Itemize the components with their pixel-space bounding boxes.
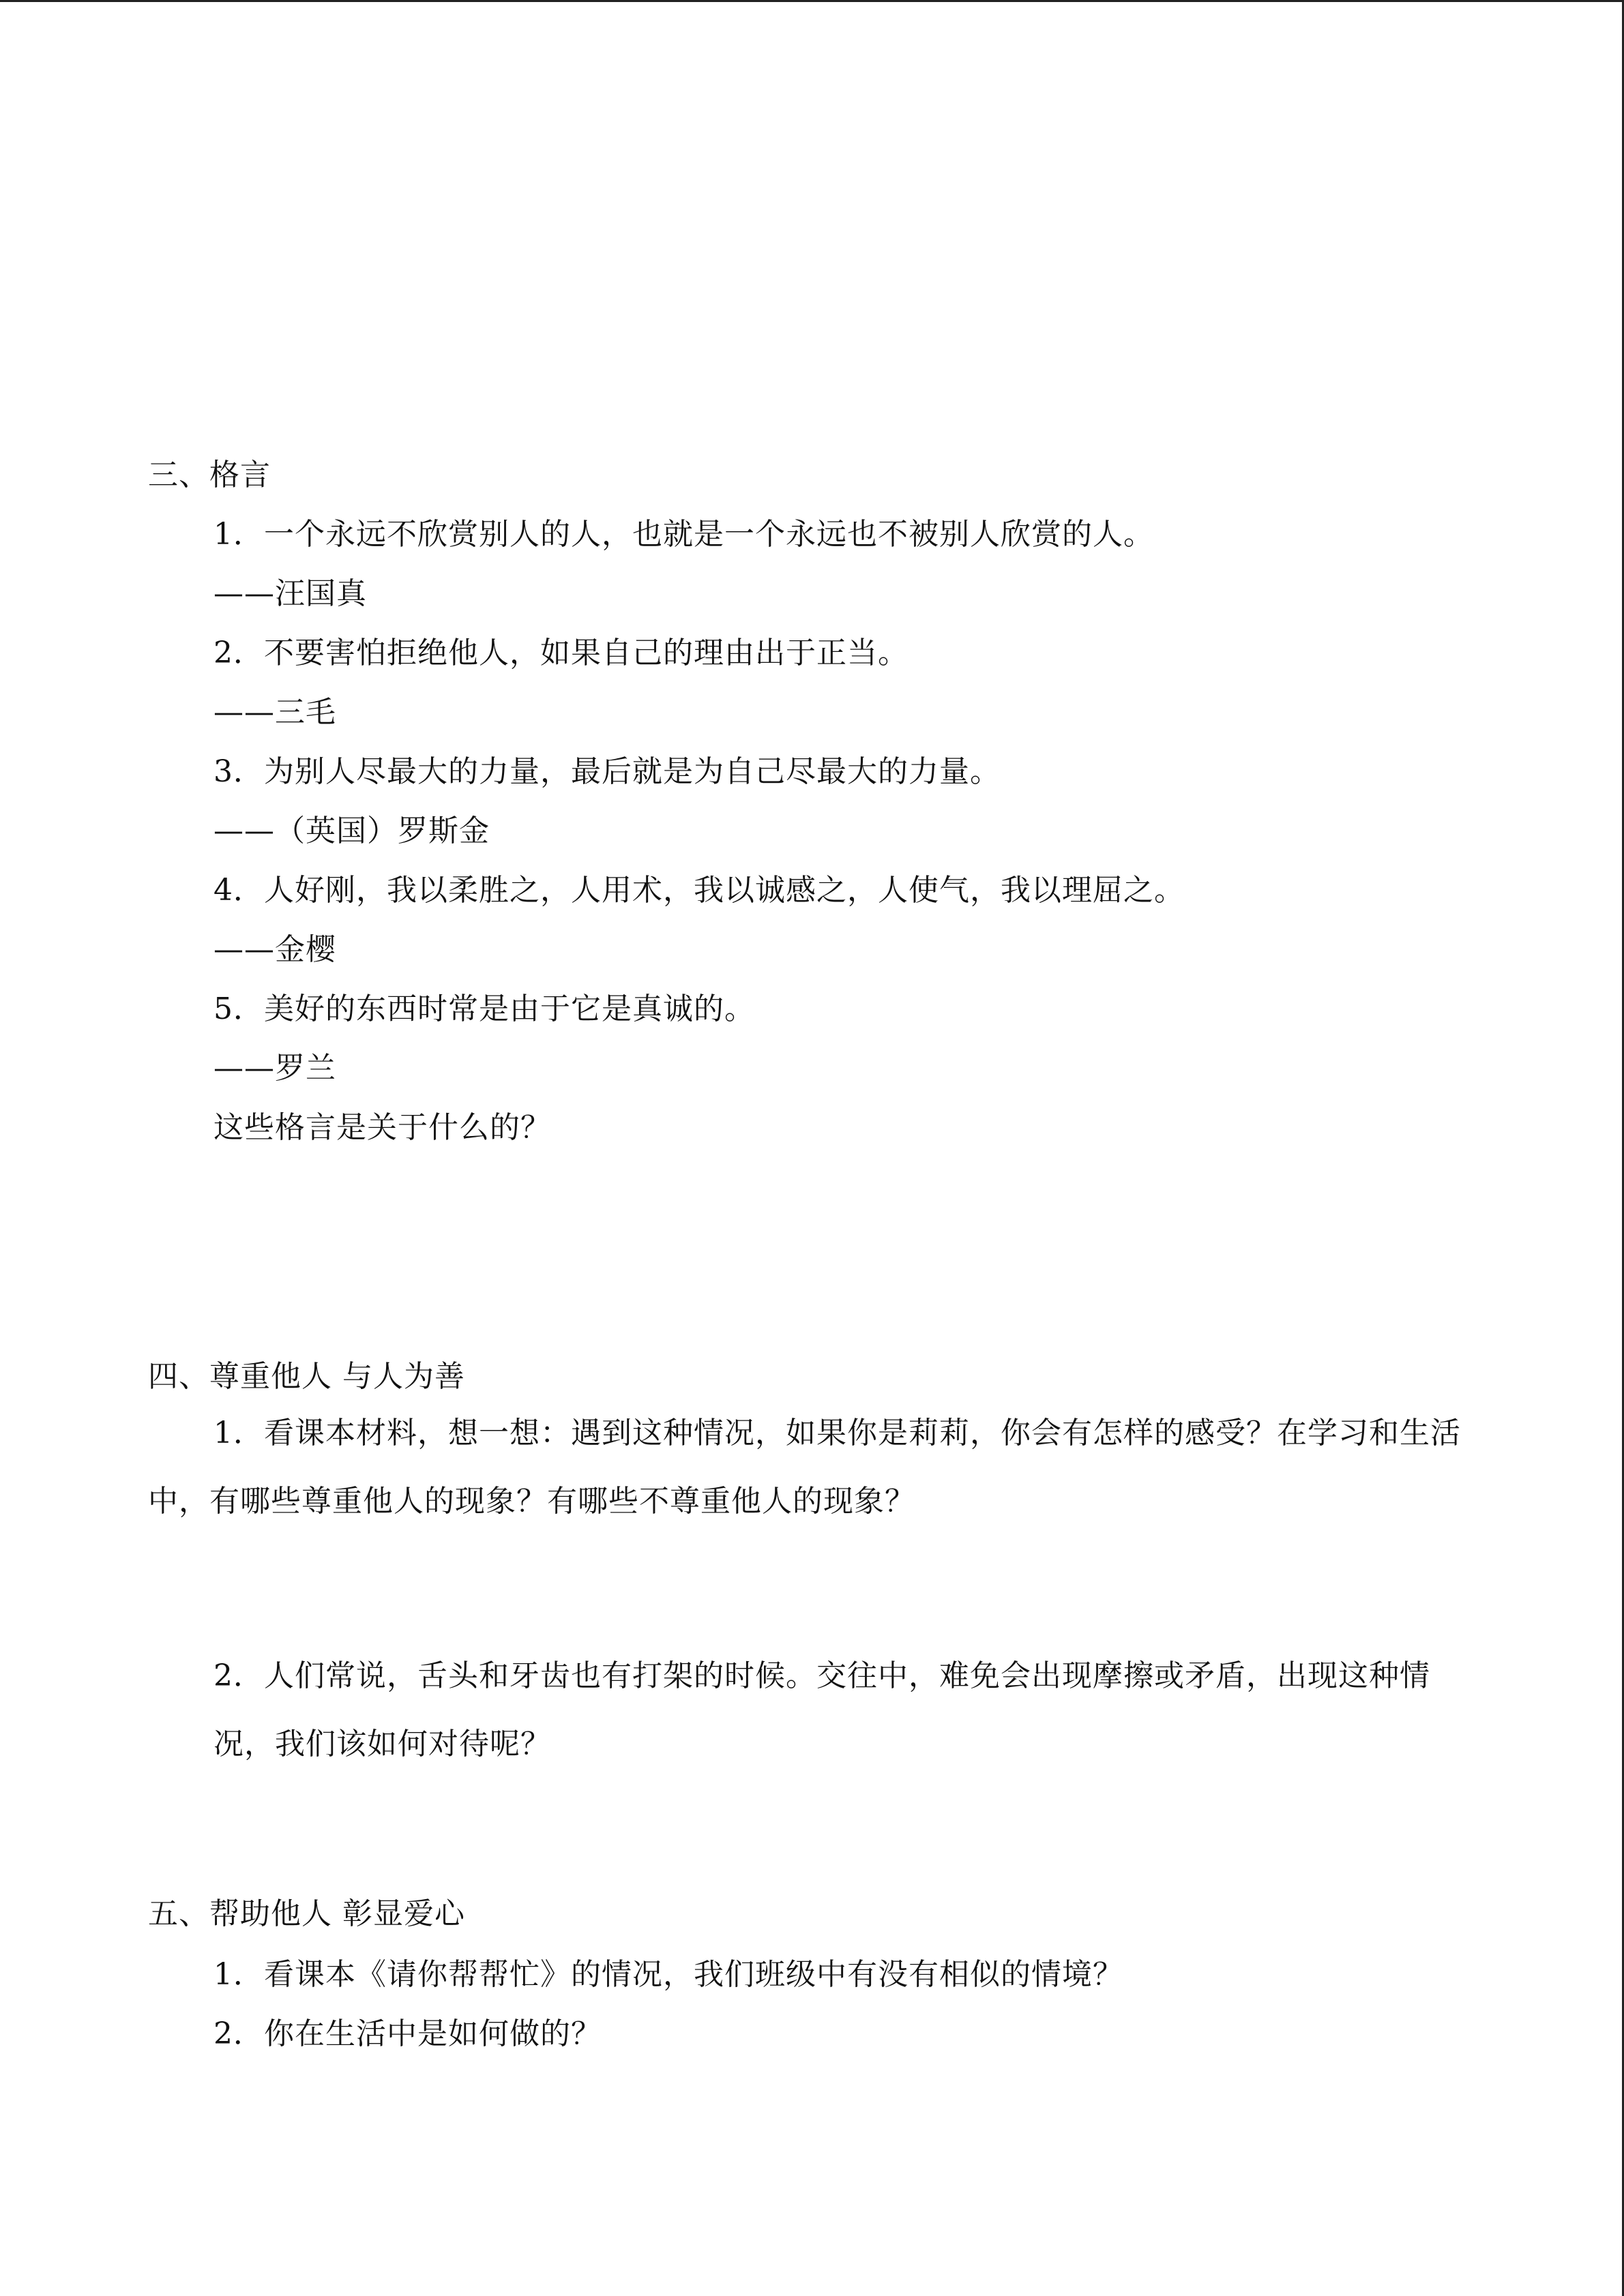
quote-3-author: ——（英国）罗斯金 bbox=[213, 814, 490, 848]
quote-2-text: 2．不要害怕拒绝他人，如果自己的理由出于正当。 bbox=[213, 636, 909, 670]
quote-1-author: ——汪国真 bbox=[213, 576, 367, 611]
section4-question-1: 1．看课本材料，想一想：遇到这种情况，如果你是莉莉，你会有怎样的感受？在学习和生活中，有哪些尊重他人的现象？有哪些不尊重他人的现象？ bbox=[148, 1416, 1461, 1519]
quote-2-author: ——三毛 bbox=[213, 695, 336, 730]
quote-5-text: 5．美好的东西时常是由于它是真诚的。 bbox=[213, 992, 755, 1026]
quote-1-text: 1．一个永远不欣赏别人的人，也就是一个永远也不被别人欣赏的人。 bbox=[213, 517, 1154, 552]
quote-4-text: 4．人好刚，我以柔胜之，人用术，我以诚感之，人使气，我以理屈之。 bbox=[213, 873, 1185, 908]
section5-heading: 五、帮助他人 彰显爱心 bbox=[148, 1896, 465, 1931]
quote-5-author: ——罗兰 bbox=[213, 1051, 336, 1086]
quote-4-author: ——金樱 bbox=[213, 932, 336, 967]
section3-heading: 三、格言 bbox=[148, 458, 271, 492]
page-top-border bbox=[0, 0, 1624, 2]
section4-heading: 四、尊重他人 与人为善 bbox=[148, 1359, 465, 1394]
section4-question-2: 2．人们常说，舌头和牙齿也有打架的时候。交往中，难免会出现摩擦或矛盾，出现这种情况，我们该如何对待呢？ bbox=[213, 1658, 1430, 1761]
section3-question: 这些格言是关于什么的？ bbox=[213, 1110, 551, 1145]
quote-3-text: 3．为别人尽最大的力量，最后就是为自己尽最大的力量。 bbox=[213, 754, 1001, 789]
section5-question-1: 1．看课本《请你帮帮忙》的情况，我们班级中有没有相似的情境？ bbox=[213, 1957, 1123, 1992]
section5-question-2: 2．你在生活中是如何做的？ bbox=[213, 2016, 602, 2051]
